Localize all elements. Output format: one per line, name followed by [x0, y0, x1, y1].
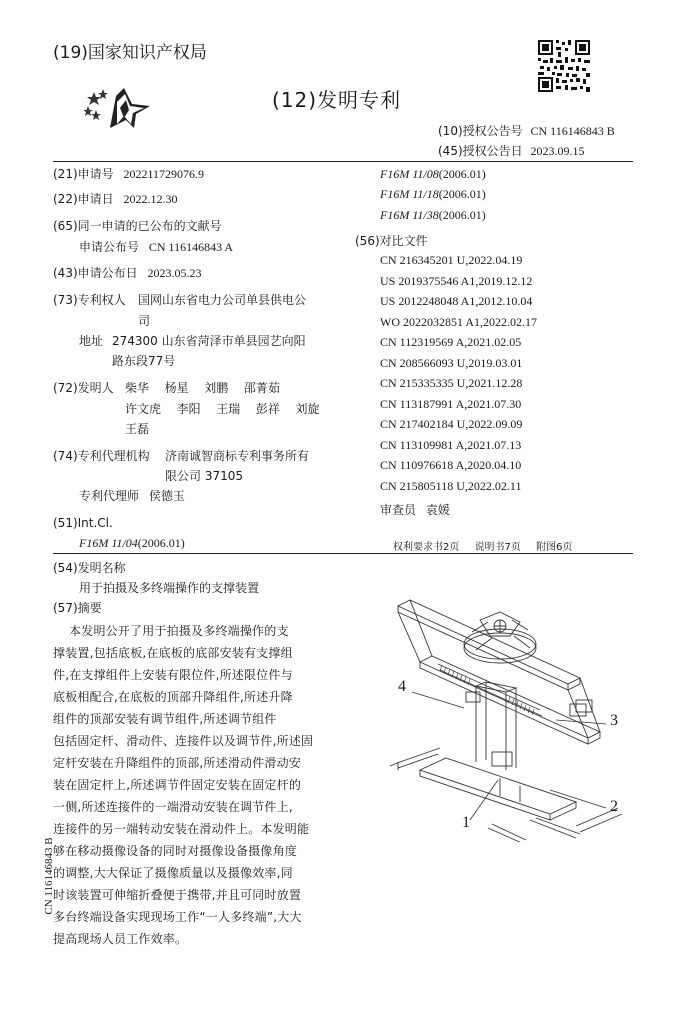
ipc-class-code: F16M 11/08 [380, 167, 439, 181]
prior-publication-sub: 申请公布号 [79, 240, 140, 254]
reference-item: CN 113187991 A,2021.07.30 [380, 397, 522, 411]
ipc-class-year: (2006.01) [438, 187, 486, 201]
intcl-row [79, 535, 185, 551]
reference-item: US 2012248048 A1,2012.10.04 [380, 294, 533, 308]
reference-item: WO 2022032851 A1,2022.02.17 [380, 315, 537, 329]
reference-item: US 2019375546 A1,2019.12.12 [380, 274, 533, 288]
abstract-line: 定杆安装在升降组件的顶部,所述滑动件滑动安 [53, 756, 302, 770]
abstract-line: 组件的顶部安装有调节组件,所述调节组件 [53, 712, 277, 726]
abstract-line: 时该装置可伸缩折叠便于携带,并且可同时放置 [53, 888, 302, 902]
ipc-class-year: (2006.01) [438, 167, 486, 181]
agency-label: (74)专利代理机构 [53, 449, 150, 463]
publication-date-row [53, 265, 201, 281]
reference-item: CN 110976618 A,2020.04.10 [380, 458, 522, 472]
abstract-line: 一侧,所述连接件的一端滑动安装在调节件上, [53, 800, 293, 814]
abstract-line: 件,在支撑组件上安装有限位件,所述限位件与 [53, 668, 293, 682]
reference-item: CN 112319569 A,2021.02.05 [380, 335, 522, 349]
abstract-label: (57)摘要 [53, 601, 102, 615]
figure-label-4: 4 [398, 678, 406, 695]
abstract-line: 连接件的另一端转动安装在滑动件上。本发明能 [53, 822, 310, 836]
inventors-label: (72)发明人 [53, 381, 114, 395]
agent-name: 侯德玉 [148, 489, 185, 503]
leader-lines [380, 680, 640, 840]
grant-date: 2023.09.15 [530, 144, 585, 158]
reference-item: CN 215335335 U,2021.12.28 [380, 376, 523, 390]
reference-item: CN 217402184 U,2022.09.09 [380, 417, 523, 431]
patentee-line-2: 司 [138, 314, 151, 328]
prior-publication-row [79, 239, 233, 255]
figure-label-1: 1 [462, 814, 470, 831]
office-name: (19)国家知识产权局 [53, 43, 207, 63]
agent-row [79, 488, 185, 504]
examiner-row [380, 502, 450, 518]
application-number-row [53, 166, 204, 182]
grant-number: CN 116146843 B [530, 124, 615, 138]
grant-date-row [438, 142, 584, 159]
claims-pages: 权利要求书2页 [393, 542, 460, 553]
ipc-class-row [380, 166, 486, 182]
ipc-class-year: (2006.01) [438, 208, 486, 222]
biblio-divider [53, 553, 633, 554]
abstract-line: 撑装置,包括底板,在底板的底部安装有支撑组 [53, 646, 293, 660]
figure-label-3: 3 [610, 712, 618, 729]
reference-item: CN 113109981 A,2021.07.13 [380, 438, 522, 452]
qr-code-icon [538, 40, 590, 92]
side-document-code: CN 116146843 B [43, 837, 55, 915]
agency-line-1: 济南诚智商标专利事务所有 [165, 449, 310, 463]
abstract-line: 多台终端设备实现现场工作“一人多终端”,大大 [53, 910, 302, 924]
inventors-line-2: 许文虎 李阳 王瑞 彭祥 刘旋 [125, 402, 320, 416]
figure-pages: 附图6页 [536, 542, 573, 553]
address-line-2: 路东段77号 [112, 354, 176, 368]
ipc-class-code: F16M 11/38 [380, 208, 439, 222]
examiner-name: 袁媛 [425, 503, 450, 517]
figure-label-2: 2 [610, 798, 618, 815]
examiner-label: 审查员 [380, 503, 417, 517]
reference-item: CN 208566093 U,2019.03.01 [380, 356, 523, 370]
application-number-label: (21)申请号 [53, 167, 114, 181]
header-divider [53, 161, 633, 162]
reference-item: CN 216345201 U,2022.04.19 [380, 253, 523, 267]
intcl-label: (51)Int.Cl. [53, 516, 113, 530]
application-number: 202211729076.9 [123, 167, 205, 181]
grant-number-row [438, 122, 615, 139]
page-counts [393, 538, 573, 553]
publication-date: 2023.05.23 [147, 266, 202, 280]
application-date-label: (22)申请日 [53, 192, 114, 206]
intcl-year: (2006.01) [137, 536, 185, 550]
agent-label: 专利代理师 [79, 489, 140, 503]
abstract-line: 本发明公开了用于拍摄及多终端操作的支 [53, 624, 289, 638]
patentee-line-1: 国网山东省电力公司单县供电公 [138, 293, 307, 307]
invention-title: 用于拍摄及多终端操作的支撑装置 [79, 581, 260, 595]
references-label: (56)对比文件 [355, 234, 428, 248]
document-kind: (12)发明专利 [272, 88, 402, 112]
reference-item: CN 215805118 U,2022.02.11 [380, 479, 522, 493]
address-label: 地址 [79, 334, 104, 348]
inventors-line-3: 王磊 [125, 422, 150, 436]
abstract-line: 够在移动摄像设备的同时对摄像设备摄像角度 [53, 844, 298, 858]
grant-number-label: (10)授权公告号 [438, 124, 523, 138]
title-label: (54)发明名称 [53, 561, 126, 575]
abstract-line: 装在固定杆上,所述调节件固定安装在固定杆的 [53, 778, 302, 792]
ipc-class-code: F16M 11/18 [380, 187, 439, 201]
ipc-class-row [380, 186, 486, 202]
address-line-1: 274300 山东省菏泽市单县园艺向阳 [112, 334, 306, 348]
abstract-line: 包括固定杆、滑动件、连接件以及调节件,所述固 [53, 734, 314, 748]
cnipa-emblem-icon [84, 84, 154, 134]
abstract-line: 的调整,大大保证了摄像质量以及摄像效率,同 [53, 866, 293, 880]
application-date-row [53, 191, 177, 207]
publication-date-label: (43)申请公布日 [53, 266, 138, 280]
description-pages: 说明书7页 [474, 542, 521, 553]
agency-line-2: 限公司 37105 [165, 469, 243, 483]
intcl-value: F16M 11/04 [79, 536, 138, 550]
patentee-label: (73)专利权人 [53, 293, 126, 307]
prior-publication-label: (65)同一申请的已公布的文献号 [53, 219, 222, 233]
prior-publication-number: CN 116146843 A [148, 240, 234, 254]
abstract-line: 提高现场人员工作效率。 [53, 932, 188, 946]
abstract-line: 底板相配合,在底板的顶部升降组件,所述升降 [53, 690, 293, 704]
ipc-class-row [380, 207, 486, 223]
inventors-line-1: 柴华 杨星 刘鹏 邵菁茹 [125, 381, 280, 395]
application-date: 2022.12.30 [123, 192, 178, 206]
grant-date-label: (45)授权公告日 [438, 144, 523, 158]
